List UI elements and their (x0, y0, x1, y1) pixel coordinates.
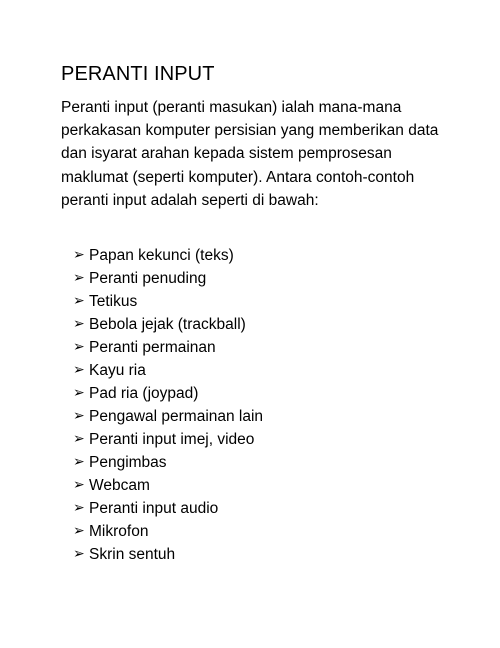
list-item-label: Papan kekunci (teks) (89, 246, 234, 264)
arrow-bullet-icon: ➢ (73, 316, 85, 332)
list-item-label: Pad ria (joypad) (89, 384, 199, 402)
list-item (73, 290, 263, 313)
list-item (73, 428, 263, 451)
arrow-bullet-icon: ➢ (73, 431, 85, 447)
list-item (73, 313, 263, 336)
arrow-bullet-icon: ➢ (73, 454, 85, 470)
paragraph-line: Peranti input (peranti masukan) ialah mana-mana (61, 99, 402, 116)
list-item-label: Pengawal permainan lain (89, 407, 264, 425)
arrow-bullet-icon: ➢ (73, 408, 85, 424)
list-item-label: Pengimbas (89, 453, 167, 471)
list-item-label: Tetikus (89, 292, 138, 310)
input-device-list (73, 244, 263, 566)
list-item (73, 336, 263, 359)
list-item (73, 405, 263, 428)
list-item-label: Webcam (89, 476, 150, 494)
list-item (73, 543, 263, 566)
paragraph-line: perkakasan komputer persisian yang memberikan data (61, 122, 439, 140)
list-item-label: Kayu ria (89, 361, 146, 379)
page-title: PERANTI INPUT (61, 63, 215, 85)
list-item (73, 451, 263, 474)
list-item (73, 474, 263, 497)
list-item (73, 244, 263, 267)
paragraph-line: dan isyarat arahan kepada sistem pemprosesan (61, 145, 392, 163)
list-item-label: Peranti input audio (89, 499, 219, 517)
paragraph-line: peranti input adalah seperti di bawah: (61, 191, 319, 209)
list-item (73, 520, 263, 543)
arrow-bullet-icon: ➢ (73, 500, 85, 516)
list-item-label: Skrin sentuh (89, 545, 176, 563)
arrow-bullet-icon: ➢ (73, 247, 85, 263)
paragraph-line: maklumat (seperti komputer). Antara contoh-contoh (61, 168, 415, 186)
intro-paragraph (61, 96, 466, 212)
list-item (73, 267, 263, 290)
arrow-bullet-icon: ➢ (73, 385, 85, 401)
list-item-label: Peranti input imej, video (89, 430, 255, 448)
list-item-label: Bebola jejak (trackball) (89, 315, 246, 333)
list-item-label: Mikrofon (89, 522, 149, 540)
list-item-label: Peranti penuding (89, 269, 207, 287)
arrow-bullet-icon: ➢ (73, 523, 85, 539)
list-item-label: Peranti permainan (89, 338, 216, 356)
arrow-bullet-icon: ➢ (73, 339, 85, 355)
arrow-bullet-icon: ➢ (73, 293, 85, 309)
arrow-bullet-icon: ➢ (73, 477, 85, 493)
arrow-bullet-icon: ➢ (73, 362, 85, 378)
list-item (73, 382, 263, 405)
arrow-bullet-icon: ➢ (73, 270, 85, 286)
list-item (73, 359, 263, 382)
arrow-bullet-icon: ➢ (73, 546, 85, 562)
list-item (73, 497, 263, 520)
